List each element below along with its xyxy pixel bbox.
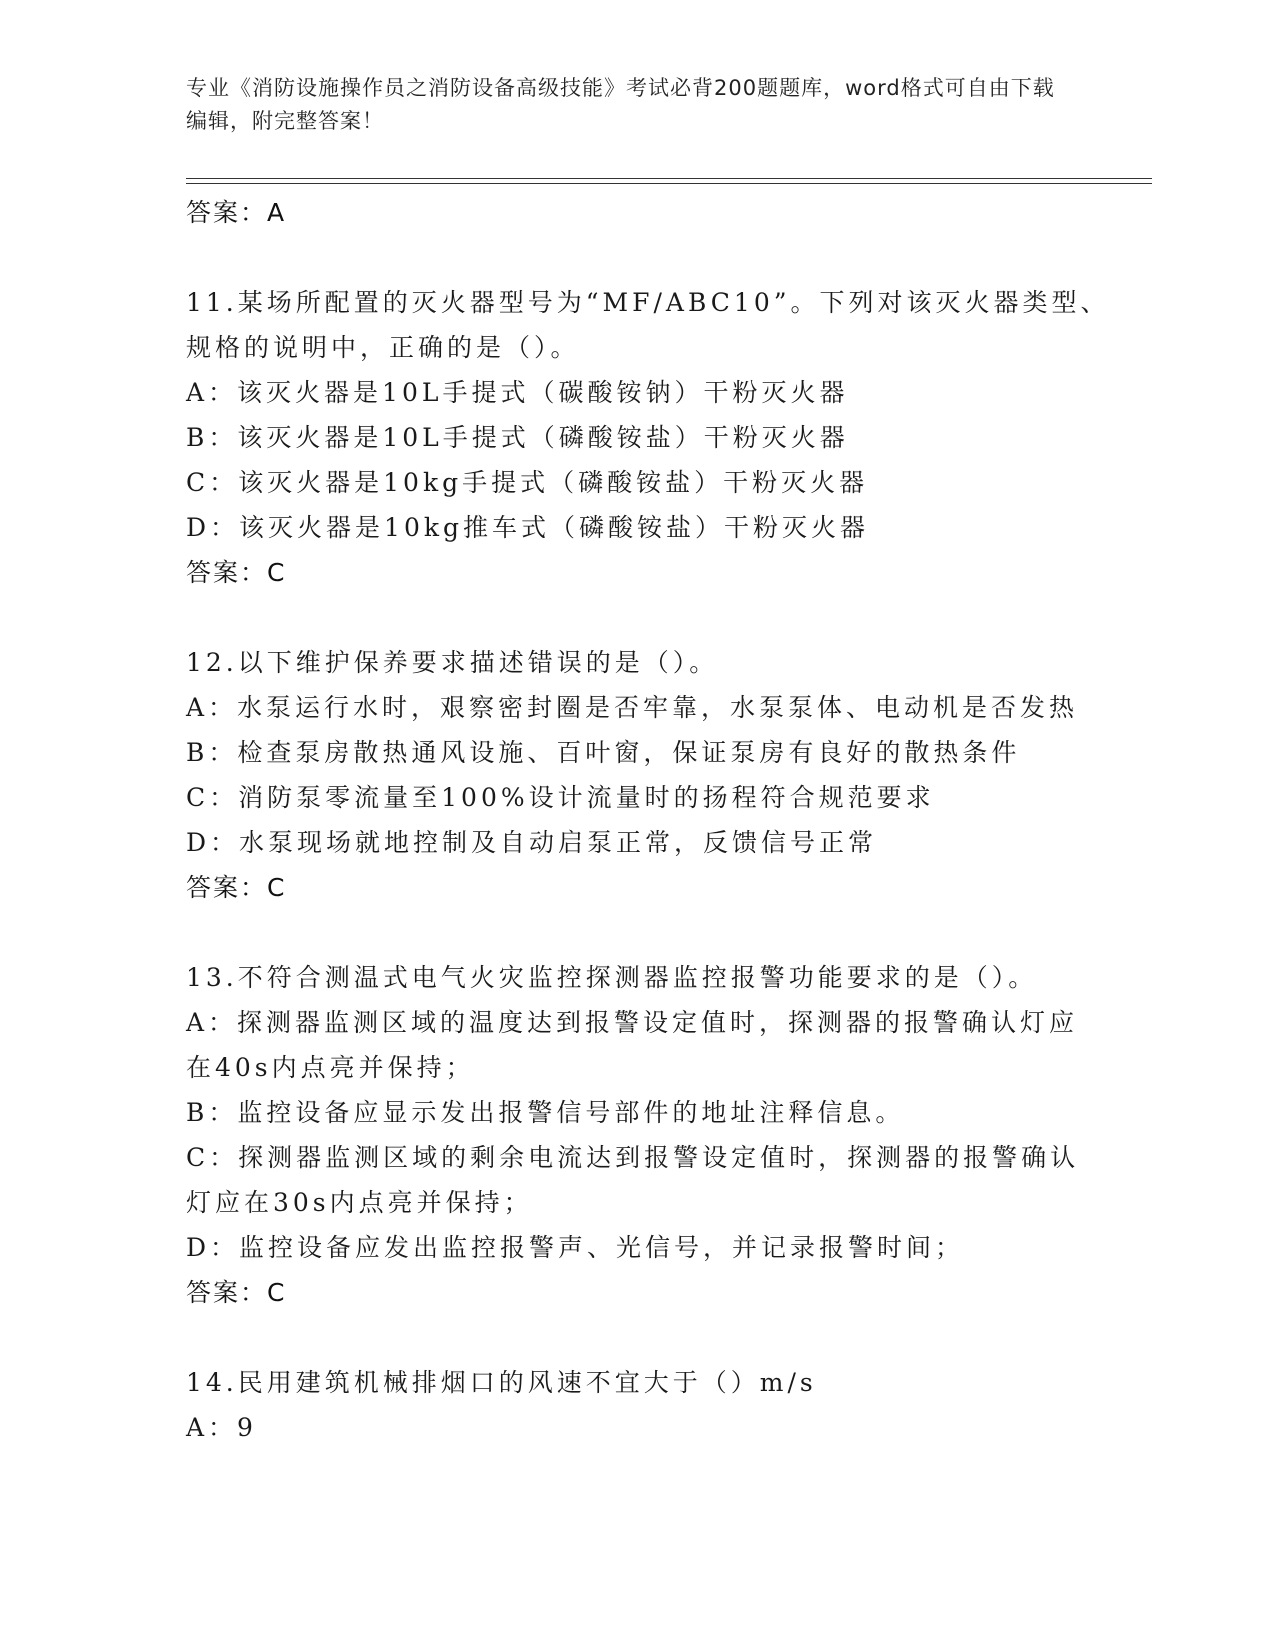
question-stem: 11.某场所配置的灭火器型号为“MF/ABC10”。下列对该灭火器类型、 bbox=[186, 288, 1110, 317]
header-divider-top bbox=[186, 178, 1152, 179]
option-c: C：该灭火器是10kg手提式（磷酸铵盐）干粉灭火器 bbox=[186, 468, 869, 497]
option-c: C：探测器监测区域的剩余电流达到报警设定值时，探测器的报警确认 bbox=[186, 1143, 1080, 1172]
question-13 bbox=[186, 955, 1086, 1315]
question-12 bbox=[186, 640, 1086, 910]
option-d: D：该灭火器是10kg推车式（磷酸铵盐）干粉灭火器 bbox=[186, 513, 870, 542]
question-stem-continued: 规格的说明中，正确的是（）。 bbox=[186, 333, 580, 362]
answer-10: 答案：A bbox=[186, 198, 287, 227]
question-stem: 12.以下维护保养要求描述错误的是（）。 bbox=[186, 648, 719, 677]
question-14 bbox=[186, 1360, 1086, 1450]
question-stem: 14.民用建筑机械排烟口的风速不宜大于（）m/s bbox=[186, 1368, 817, 1397]
answer: 答案：C bbox=[186, 873, 287, 902]
spacer bbox=[186, 235, 1086, 280]
question-11 bbox=[186, 280, 1110, 595]
answer: 答案：C bbox=[186, 1278, 287, 1307]
option-b: B：监控设备应显示发出报警信号部件的地址注释信息。 bbox=[186, 1098, 905, 1127]
option-b: B：检查泵房散热通风设施、百叶窗，保证泵房有良好的散热条件 bbox=[186, 738, 1021, 767]
option-a: A：水泵运行水时，艰察密封圈是否牢靠，水泵泵体、电动机是否发热 bbox=[186, 693, 1079, 722]
option-a: A：探测器监测区域的温度达到报警设定值时，探测器的报警确认灯应 bbox=[186, 1008, 1079, 1037]
option-a: A：9 bbox=[186, 1413, 257, 1442]
document-body bbox=[186, 190, 1110, 1450]
option-a: A：该灭火器是10L手提式（碳酸铵钠）干粉灭火器 bbox=[186, 378, 849, 407]
header-text: 专业《消防设施操作员之消防设备高级技能》考试必背200题题库，word格式可自由下载编辑，附完整答案！ bbox=[186, 76, 1055, 133]
option-b: B：该灭火器是10L手提式（磷酸铵盐）干粉灭火器 bbox=[186, 423, 849, 452]
spacer bbox=[186, 1315, 1086, 1360]
header-divider-bottom bbox=[186, 183, 1152, 184]
option-d: D：监控设备应发出监控报警声、光信号，并记录报警时间； bbox=[186, 1233, 965, 1262]
answer: 答案：C bbox=[186, 558, 287, 587]
option-d: D：水泵现场就地控制及自动启泵正常，反馈信号正常 bbox=[186, 828, 878, 857]
spacer bbox=[186, 910, 1086, 955]
document-header bbox=[186, 72, 1066, 138]
option-a-continued: 在40s内点亮并保持； bbox=[186, 1053, 475, 1082]
option-c: C：消防泵零流量至100%设计流量时的扬程符合规范要求 bbox=[186, 783, 935, 812]
question-stem: 13.不符合测温式电气火灾监控探测器监控报警功能要求的是（）。 bbox=[186, 963, 1038, 992]
spacer bbox=[186, 595, 1086, 640]
option-c-continued: 灯应在30s内点亮并保持； bbox=[186, 1188, 533, 1217]
